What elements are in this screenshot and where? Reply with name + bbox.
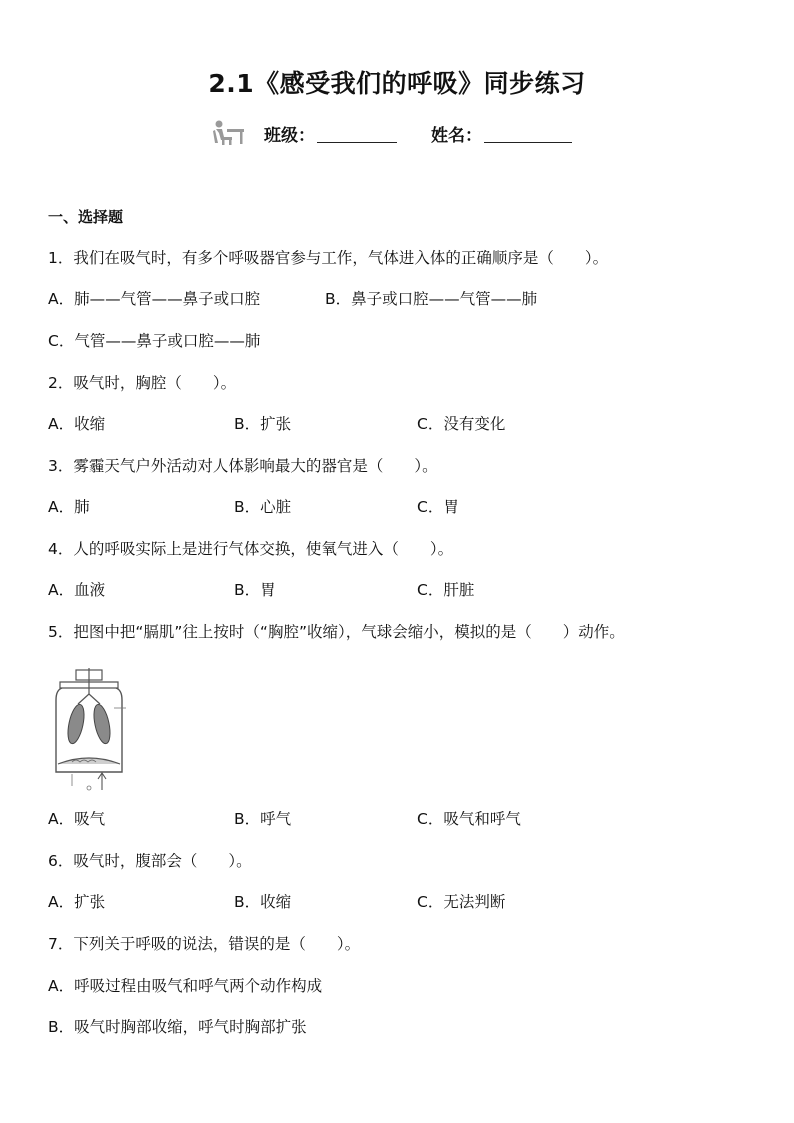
question-5-option-a[interactable]: A．吸气 xyxy=(48,810,106,828)
question-1-option-a[interactable]: A．肺——气管——鼻子或口腔 xyxy=(48,290,261,308)
question-4-option-a[interactable]: A．血液 xyxy=(48,581,106,599)
question-7-option-b[interactable]: B．吸气时胸部收缩，呼气时胸部扩张 xyxy=(48,1018,307,1036)
question-6-option-a[interactable]: A．扩张 xyxy=(48,893,106,911)
question-3-option-c[interactable]: C．胃 xyxy=(417,498,459,516)
student-desk-icon xyxy=(210,119,246,147)
question-7-option-a[interactable]: A．呼吸过程由吸气和呼气两个动作构成 xyxy=(48,977,323,995)
question-4-option-b[interactable]: B．胃 xyxy=(234,581,276,599)
question-3-option-a[interactable]: A．肺 xyxy=(48,498,90,516)
section-title: 一、选择题 xyxy=(48,208,124,226)
name-label: 姓名： xyxy=(431,125,482,146)
question-5-option-c[interactable]: C．吸气和呼气 xyxy=(417,810,521,828)
question-5-option-b[interactable]: B．呼气 xyxy=(234,810,292,828)
question-1-option-c[interactable]: C．气管——鼻子或口腔——肺 xyxy=(48,332,261,350)
question-7-stem: 7．下列关于呼吸的说法，错误的是（ ）。 xyxy=(48,935,361,953)
question-6-option-c[interactable]: C．无法判断 xyxy=(417,893,506,911)
class-label: 班级： xyxy=(264,125,315,146)
question-3-stem: 3．雾霾天气户外活动对人体影响最大的器官是（ ）。 xyxy=(48,457,438,475)
name-blank[interactable] xyxy=(484,124,572,143)
question-6-stem: 6．吸气时，腹部会（ ）。 xyxy=(48,852,252,870)
question-2-option-b[interactable]: B．扩张 xyxy=(234,415,292,433)
question-2-option-c[interactable]: C．没有变化 xyxy=(417,415,506,433)
question-5-stem: 5．把图中把“膈肌”往上按时（“胸腔”收缩），气球会缩小，模拟的是（ ）动作。 xyxy=(48,623,625,641)
student-info-row xyxy=(210,118,572,148)
question-4-option-c[interactable]: C．肝脏 xyxy=(417,581,475,599)
page-title: 2.1《感受我们的呼吸》同步练习 xyxy=(208,69,586,98)
question-6-option-b[interactable]: B．收缩 xyxy=(234,893,292,911)
question-4-stem: 4．人的呼吸实际上是进行气体交换，使氧气进入（ ）。 xyxy=(48,540,454,558)
question-2-option-a[interactable]: A．收缩 xyxy=(48,415,106,433)
question-1-option-b[interactable]: B．鼻子或口腔——气管——肺 xyxy=(325,290,538,308)
question-2-stem: 2．吸气时，胸腔（ ）。 xyxy=(48,374,237,392)
question-3-option-b[interactable]: B．心脏 xyxy=(234,498,292,516)
question-1-stem: 1．我们在吸气时，有多个呼吸器官参与工作，气体进入体的正确顺序是（ ）。 xyxy=(48,249,609,267)
lung-model-figure xyxy=(52,668,126,792)
class-blank[interactable] xyxy=(317,124,397,143)
